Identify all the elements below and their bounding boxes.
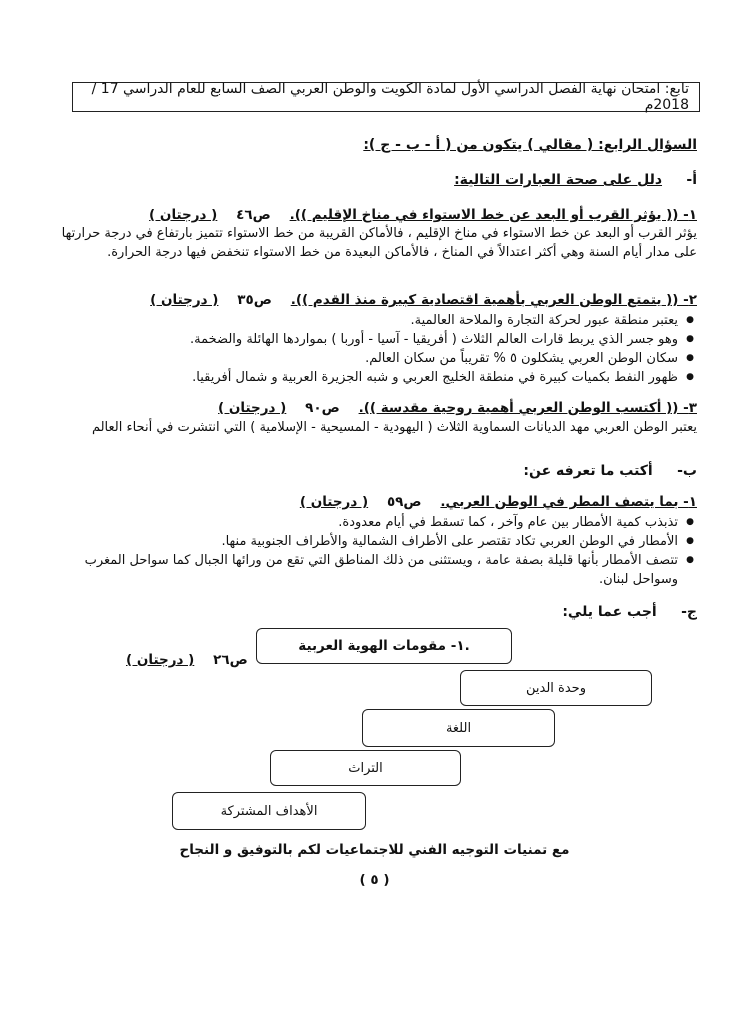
identity-box-religion-label: وحدة الدين bbox=[526, 680, 586, 696]
identity-box-heritage-label: التراث bbox=[348, 760, 383, 776]
section-c-label: ج- bbox=[681, 604, 697, 620]
identity-box-common-goals-label: الأهداف المشتركة bbox=[220, 803, 318, 819]
section-a-label: أ- bbox=[686, 172, 697, 188]
a1-answer: يؤثر القرب أو البعد عن خط الاستواء في مناخ الإقليم ، فالأماكن القريبة من خط الاستواء تتميز بارتفاع في درجة حرارتها على مدار أيام السنة وهي أكثر اعتدالاً في المناخ ، فالأماكن البعيدة من خط الاستواء تنخفض فيها درجة الحرارة. bbox=[61, 226, 697, 260]
identity-page-grade bbox=[126, 652, 248, 668]
identity-box-common-goals bbox=[172, 792, 366, 830]
list-item: ● تذبذب كمية الأمطار بين عام وآخر ، كما تسقط في أيام معدودة. bbox=[54, 513, 694, 532]
b1-grade: ( درجتان ) bbox=[299, 494, 369, 510]
section-c-heading bbox=[562, 604, 697, 620]
a1-heading bbox=[57, 207, 697, 223]
identity-grade: ( درجتان ) bbox=[126, 652, 195, 668]
identity-box-heritage bbox=[270, 750, 461, 786]
a2-heading bbox=[57, 292, 697, 308]
identity-box-language-label: اللغة bbox=[445, 720, 472, 736]
a1-grade: ( درجتان ) bbox=[149, 207, 218, 223]
a3-heading bbox=[57, 400, 697, 416]
section-b-label: ب- bbox=[677, 463, 697, 479]
a1-page: ص٤٦ bbox=[236, 207, 271, 223]
a3-grade: ( درجتان ) bbox=[218, 400, 287, 416]
page-number: ( ٥ ) bbox=[359, 872, 390, 888]
a3-answer: يعتبر الوطن العربي مهد الديانات السماوية الثلاث ( اليهودية - المسيحية - الإسلامية ) التي انتشرت في أنحاء العالم bbox=[91, 420, 697, 435]
identity-main-label: ١- مقومات الهوية العربية. bbox=[298, 638, 470, 654]
section-a-title: دلل على صحة العبارات التالية: bbox=[454, 172, 663, 188]
list-item: ● الأمطار في الوطن العربي تكاد تقتصر على الأطراف الشمالية والأطراف الجنوبية منها. bbox=[54, 532, 694, 551]
list-item: ● يعتبر منطقة عبور لحركة التجارة والملاحة العالمية. bbox=[54, 311, 694, 330]
question-title: السؤال الرابع: ( مقالي ) يتكون من ( أ - ب - ج ): bbox=[363, 137, 697, 153]
a3-page: ص٩٠ bbox=[305, 400, 340, 416]
a2-grade: ( درجتان ) bbox=[150, 292, 219, 308]
a2-page: ص٣٥ bbox=[237, 292, 272, 308]
section-c-title: أجب عما يلي: bbox=[562, 604, 657, 620]
section-b-title: أكتب ما تعرفه عن: bbox=[523, 463, 653, 479]
list-item: ● وهو جسر الذي يربط قارات العالم الثلاث ( أفريقيا - آسيا - أوربا ) بمواردها الهائلة والضخمة. bbox=[54, 330, 694, 349]
a2-statement: ٢- (( يتمتع الوطن العربي بأهمية اقتصادية كبيرة منذ القدم )). bbox=[290, 292, 697, 308]
b1-statement: ١- بما يتصف المطر في الوطن العربي. bbox=[440, 494, 697, 510]
a1-statement: ١- (( يؤثر القرب أو البعد عن خط الاستواء في مناخ الإقليم )). bbox=[289, 207, 697, 223]
identity-page: ص٢٦ bbox=[213, 652, 248, 668]
exam-header-title: تابع: امتحان نهاية الفصل الدراسي الأول لمادة الكويت والوطن العربي الصف السابع للعام الدراسي 17 / 2018م bbox=[91, 81, 689, 113]
a2-bullet-list bbox=[54, 311, 694, 387]
identity-main-box bbox=[256, 628, 512, 664]
section-b-heading bbox=[523, 463, 697, 479]
b1-bullet-list bbox=[54, 513, 694, 589]
b1-page: ص٥٩ bbox=[386, 494, 422, 510]
b1-heading bbox=[57, 494, 697, 510]
list-item: ● تتصف الأمطار بأنها قليلة بصفة عامة ، ويستثنى من ذلك المناطق التي تقع من ورائها الجبال كما سواحل المغرب وسواحل لبنان. bbox=[54, 551, 694, 589]
identity-box-language bbox=[362, 709, 555, 747]
identity-box-religion bbox=[460, 670, 652, 706]
exam-header-box bbox=[72, 82, 700, 112]
section-a-heading bbox=[454, 172, 697, 188]
a3-statement: ٣- (( أكتسب الوطن العربي أهمية روحية مقدسة )). bbox=[358, 400, 697, 416]
list-item: ● ظهور النفط بكميات كبيرة في منطقة الخليج العربي و شبه الجزيرة العربية و شمال أفريقيا. bbox=[54, 368, 694, 387]
footer-wishes: مع تمنيات التوجيه الفني للاجتماعيات لكم بالتوفيق و النجاح bbox=[179, 842, 570, 858]
list-item: ● سكان الوطن العربي يشكلون ٥ % تقريباً من سكان العالم. bbox=[54, 349, 694, 368]
